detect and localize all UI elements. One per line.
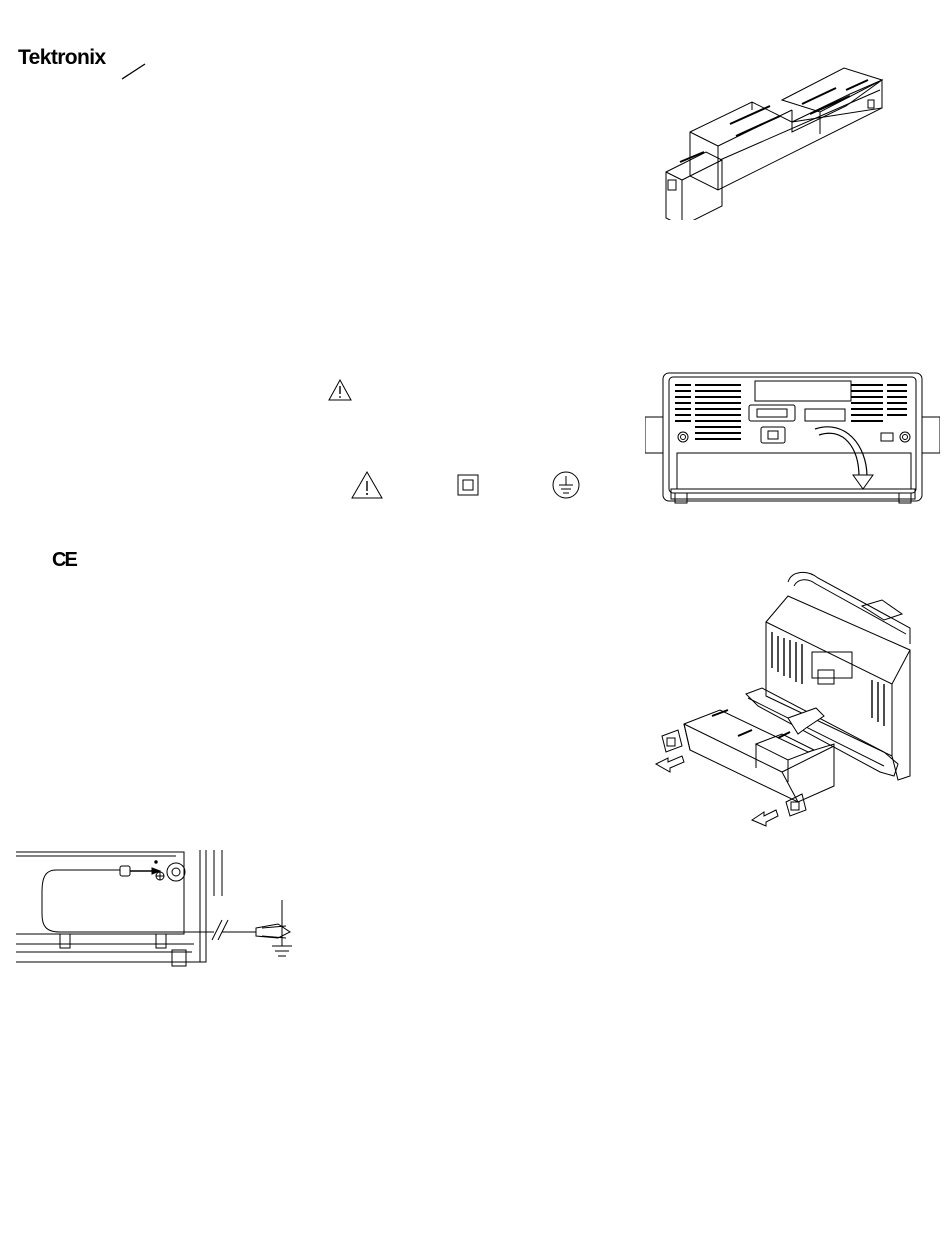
warning-triangle-icon <box>327 378 353 402</box>
logo-wordmark: Tektronix <box>18 46 106 69</box>
rear-panel-illustration <box>645 365 940 510</box>
tektronix-logo <box>18 46 138 86</box>
ground-connection-illustration <box>16 840 306 970</box>
warning-triangle-icon <box>350 470 384 500</box>
battery-removal-illustration <box>648 566 916 828</box>
protective-ground-icon <box>551 470 581 500</box>
ce-mark: CE <box>52 549 76 571</box>
logo-slash <box>18 46 148 86</box>
battery-pack-illustration <box>660 60 890 220</box>
double-insulation-icon <box>456 473 480 497</box>
